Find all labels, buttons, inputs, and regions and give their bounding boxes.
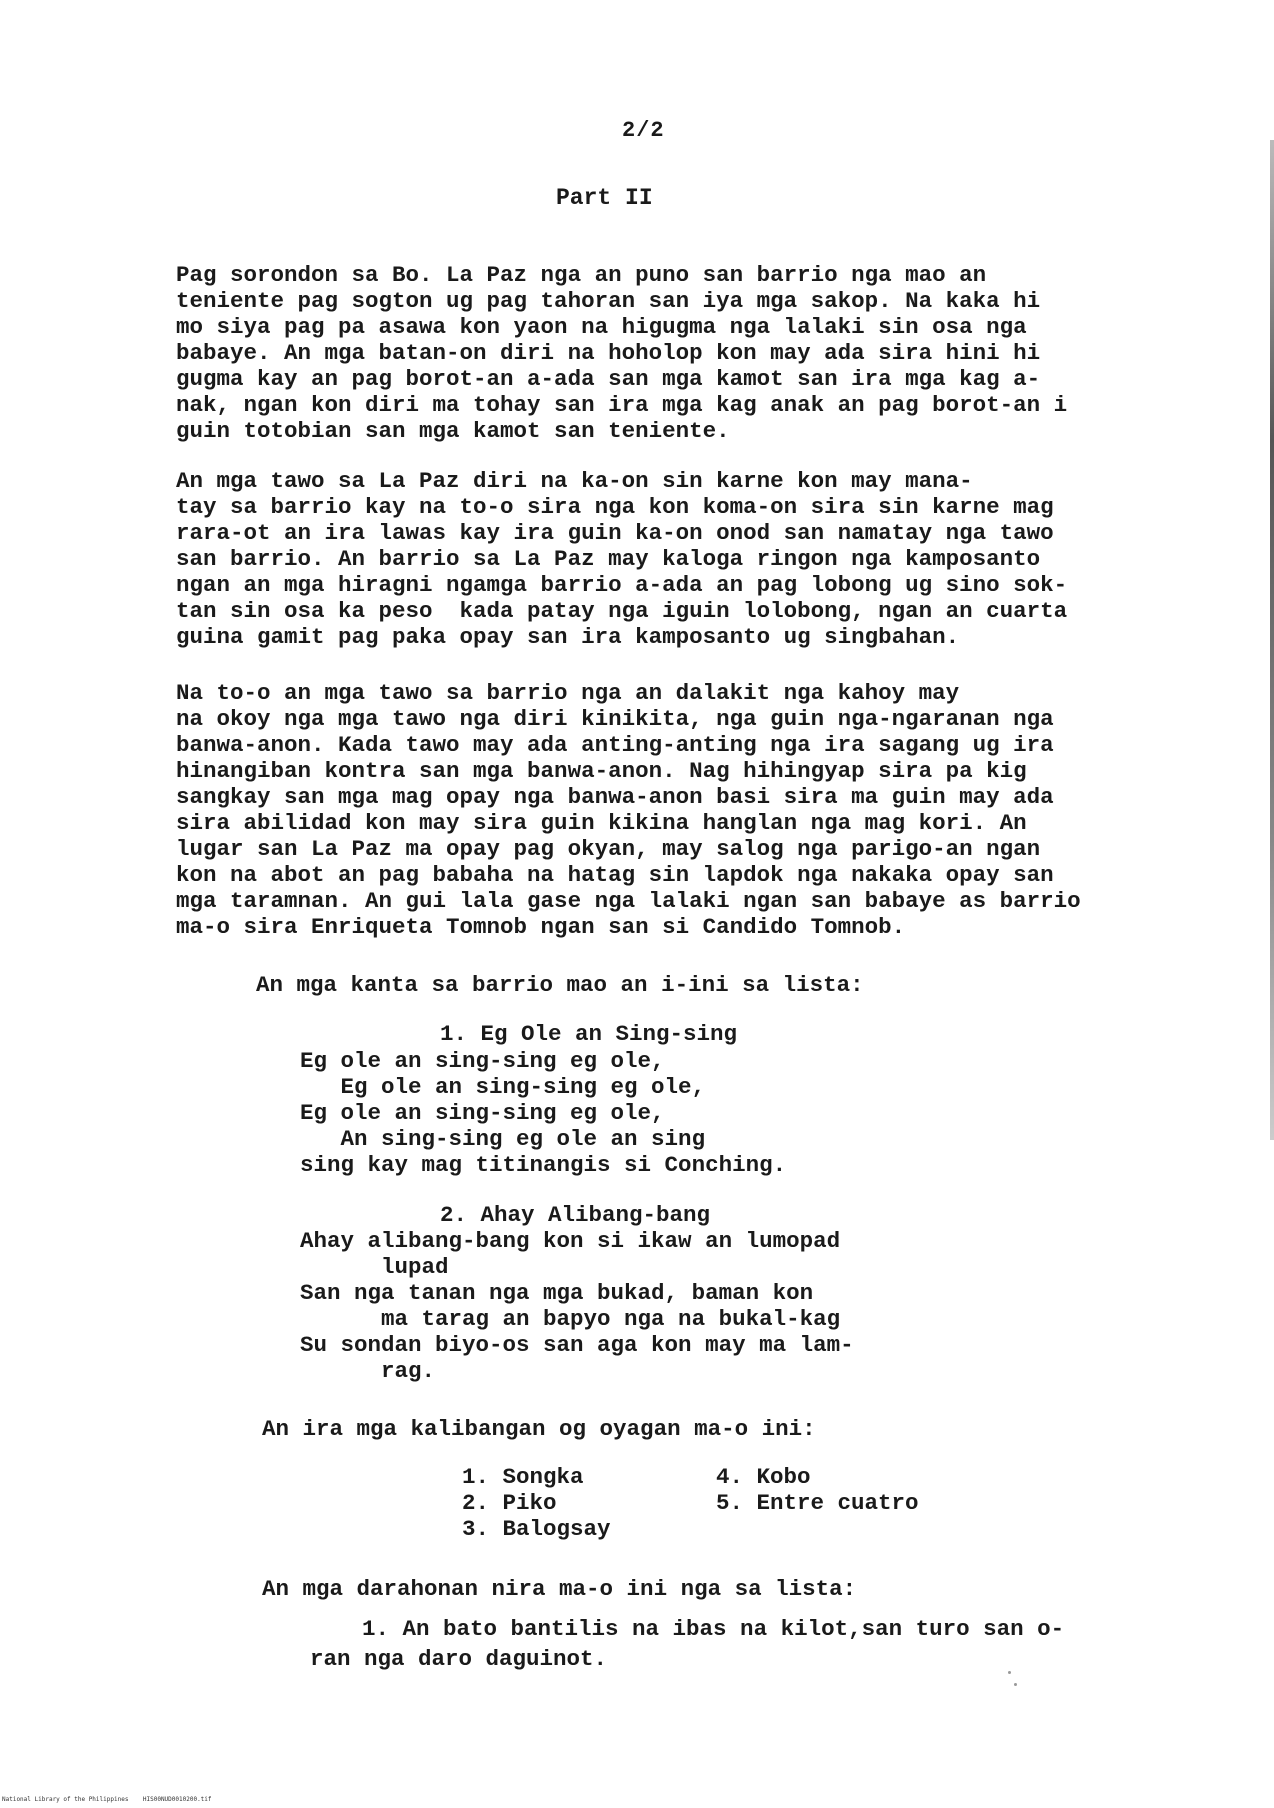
paragraph-3: Na to-o an mga tawo sa barrio nga an dalakit nga kahoy may na okoy nga mga tawo nga diri kinikita, nga guin nga-ngaranan nga banwa-anon. Kada tawo may ada anting-anting nga ira sagang ug ira hinangiban kontra san mga banwa-anon. Nag hihingyap sira pa kig sangkay san mga mag opay nga banwa-anon basi sira ma guin may ada sira abilidad kon may sira guin kikina hanglan nga mag kori. An lugar san La Paz ma opay pag okyan, may salog nga parigo-an ngan kon na abot an pag babaha na hatag sin lapdok nga nakaka opay san mga taramnan. An gui lala gase nga lalaki ngan san babaye as barrio ma-o sira Enriqueta Tomnob ngan san si Candido Tomnob. [176,680,1081,940]
song-line: Eg ole an sing-sing eg ole, [300,1074,706,1100]
song-1-lyrics [300,1048,786,1178]
song-2-lyrics [300,1228,854,1384]
song-line: Ahay alibang-bang kon si ikaw an lumopad [300,1228,841,1254]
list-item: 4. Kobo [716,1464,811,1490]
scan-footer: National Library of the Philippines HIS00NUD0010200.tif [2,1796,212,1803]
paragraph-2: An mga tawo sa La Paz diri na ka-on sin karne kon may mana- tay sa barrio kay na to-o sira nga kon koma-on sira sin karne mag rara-ot an ira lawas kay ira guin ka-on onod san namatay nga tawo san barrio. An barrio sa La Paz may kaloga ringon nga kamposanto ngan an mga hiragni ngamga barrio a-ada an pag lobong ug sino sok- tan sin osa ka peso kada patay nga iguin lolobong, ngan an cuarta guina gamit pag paka opay san ira kamposanto ug singbahan. [176,468,1068,650]
paragraph-1: Pag sorondon sa Bo. La Paz nga an puno san barrio nga mao an teniente pag sogton ug pag tahoran san iya mga sakop. Na kaka hi mo siya pag pa asawa kon yaon na higugma nga lalaki sin osa nga babaye. An mga batan-on diri na hoholop kon may ada sira hini hi gugma kay an pag borot-an a-ada san mga kamot san ira mga kag a- nak, ngan kon diri ma tohay san ira mga kag anak an pag borot-an i guin totobian san mga kamot san teniente. [176,262,1068,444]
songs-intro: An mga kanta sa barrio mao an i-ini sa lista: [256,972,864,998]
page-heading: Part II [556,185,653,211]
page-number: 2/2 [622,118,665,143]
song-line: rag. [300,1358,436,1384]
song-line: Eg ole an sing-sing eg ole, [300,1048,665,1074]
tools-item-1-continued: ran nga daro daguinot. [310,1646,608,1672]
tools-intro: An mga darahonan nira ma-o ini nga sa lista: [262,1576,857,1602]
song-line: ma tarag an bapyo nga na bukal-kag [300,1306,841,1332]
list-item: 1. Songka [462,1464,584,1490]
song-line: Su sondan biyo-os san aga kon may ma lam- [300,1332,854,1358]
song-line: lupad [300,1254,449,1280]
tools-item-1: 1. An bato bantilis na ibas na kilot,san turo san o- [362,1616,1065,1642]
song-line: sing kay mag titinangis si Conching. [300,1152,787,1178]
list-item: 3. Balogsay [462,1516,611,1542]
games-list-left [462,1464,611,1542]
song-2-title: 2. Ahay Alibang-bang [440,1202,711,1228]
scan-speck [1008,1671,1011,1674]
list-item: 2. Piko [462,1490,557,1516]
song-line: San nga tanan nga mga bukad, baman kon [300,1280,814,1306]
games-intro: An ira mga kalibangan og oyagan ma-o ini: [262,1416,816,1442]
song-line: Eg ole an sing-sing eg ole, [300,1100,665,1126]
song-1-title: 1. Eg Ole an Sing-sing [440,1021,738,1047]
scan-speck [1014,1683,1017,1686]
list-item: 5. Entre cuatro [716,1490,919,1516]
games-list-right [716,1464,919,1516]
song-line: An sing-sing eg ole an sing [300,1126,706,1152]
